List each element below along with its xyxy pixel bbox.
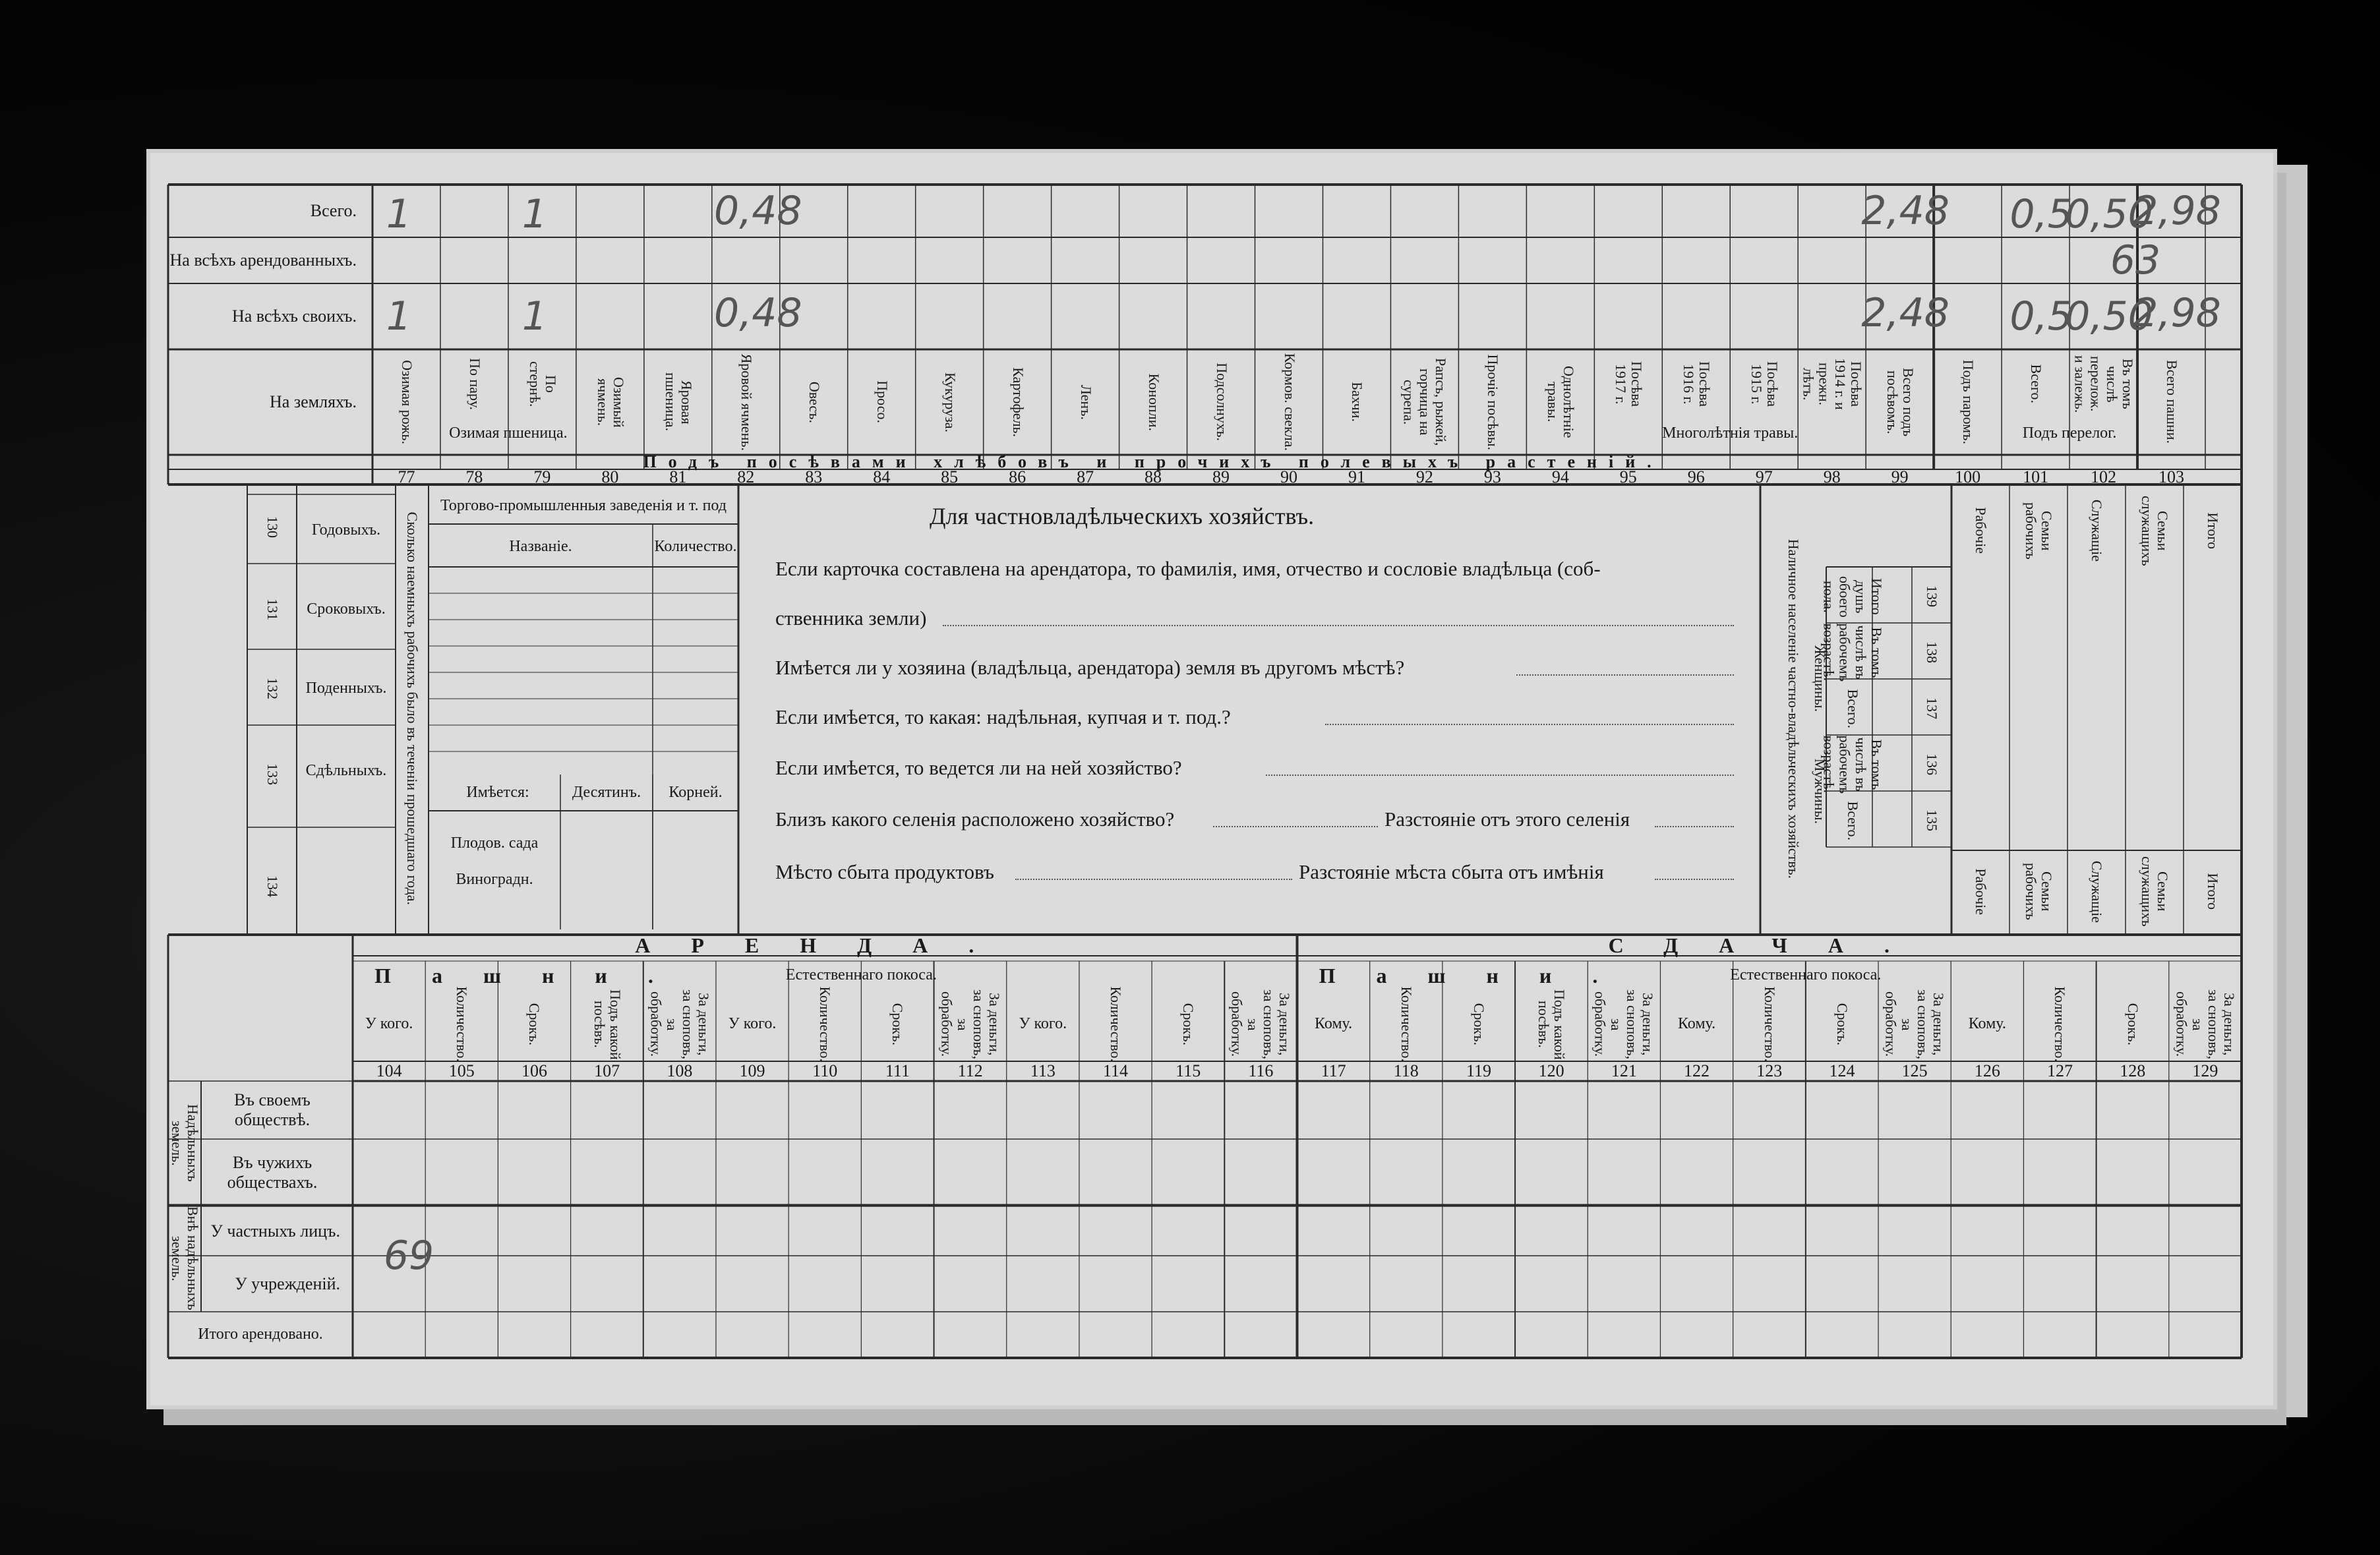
pop-right-top-1: [1951, 491, 2009, 570]
column-number-88: 88: [1145, 467, 1162, 486]
row-label-total: Всего.: [310, 201, 357, 221]
value-total-fallow-incl: 0,50: [2065, 191, 2153, 237]
rent-col-114: 114: [1102, 1061, 1129, 1081]
answer-line-village[interactable]: [1213, 826, 1378, 827]
pop-col-137: [1912, 686, 1951, 732]
pop-col-139: [1912, 573, 1951, 620]
arenda-header: АРЕНДА.: [635, 933, 1015, 957]
rent-subheader-1: У кого.: [365, 1015, 413, 1033]
rent-subheader-3: [498, 989, 570, 1060]
pop-right-bottom-5-text: Итого: [2205, 873, 2222, 910]
value-own-barley: 0,48: [714, 289, 802, 336]
rent-col-127: 127: [2047, 1061, 2073, 1081]
rent-subheader-5-text: За деньги, за сноповъ, за обработку.: [647, 989, 713, 1059]
rent-subheader-6: У кого.: [728, 1015, 777, 1033]
pop-col-138: [1912, 630, 1951, 676]
column-number-98: 98: [1823, 467, 1841, 486]
vineyards-label: Виноградн.: [456, 871, 533, 889]
rent-col-107: 107: [594, 1061, 620, 1081]
pop-women-adults-text: Въ томъ числѣ въ рабочемъ возрастѣ.: [1820, 623, 1886, 682]
rent-col-120: 120: [1538, 1061, 1564, 1081]
worker-col-132: [247, 653, 297, 725]
value-own-fallow: 0,5: [2009, 293, 2073, 339]
rent-col-116: 116: [1248, 1061, 1274, 1081]
pop-women-all: [1833, 686, 1872, 732]
rent-subheader-21-text: Срокъ.: [1834, 1003, 1851, 1046]
rent-subheader-20: [1733, 986, 1806, 1063]
crop-header-5: [644, 353, 712, 452]
value-total-rye: 1: [386, 191, 412, 237]
rent-subheader-18: [1588, 989, 1660, 1060]
crop-header-26-text: Въ томъ числѣ перелож. и залежь.: [2071, 355, 2136, 413]
rent-subheader-8-text: Срокъ.: [889, 1003, 907, 1046]
row-label-own: На всѣхъ своихъ.: [231, 307, 357, 326]
answer-line-other-land[interactable]: [1516, 674, 1734, 676]
rent-col-122: 122: [1684, 1061, 1710, 1081]
column-number-93: 93: [1483, 467, 1501, 486]
crop-header-13-text: Подсолнухъ.: [1213, 363, 1230, 442]
crop-header-10: [984, 353, 1052, 452]
rent-subheader-8: [861, 989, 934, 1060]
worker-col-133-text: 133: [264, 763, 281, 786]
sdacha-header: СДАЧА.: [1608, 933, 1930, 957]
row-group-allotment-text: Надѣльныхъ земель.: [169, 1104, 202, 1182]
rent-subheader-4-text: Подъ какой посѣвъ.: [591, 989, 624, 1060]
question-land-type: Если имѣется, то какая: надѣльная, купчая и т. под.?: [775, 705, 1231, 728]
column-number-99: 99: [1891, 467, 1909, 486]
crop-header-16: [1390, 353, 1458, 452]
rent-subheader-20-text: Количество.: [1761, 986, 1778, 1063]
workers-piecework: Сдѣльныхъ.: [305, 762, 387, 780]
pop-total-souls-text: Итого душъ обоего пола.: [1820, 575, 1886, 618]
rent-subheader-26-text: За деньги, за сноповъ, за обработку.: [2173, 989, 2238, 1059]
crop-header-21: [1730, 353, 1798, 415]
rent-subheader-11: [1079, 986, 1152, 1063]
pop-col-138-text: 138: [1924, 641, 1941, 664]
crop-header-5-text: Яровая пшеница.: [662, 372, 695, 432]
column-number-86: 86: [1009, 467, 1026, 486]
row-group-allotment: [168, 1081, 201, 1205]
column-number-81: 81: [669, 467, 687, 486]
crop-header-14-text: Кормов. свекла.: [1281, 353, 1298, 452]
column-number-95: 95: [1619, 467, 1637, 486]
rent-subheader-25-text: Срокъ.: [2124, 1003, 2141, 1046]
winter-wheat-group: Озимая пшеница.: [449, 424, 568, 442]
crop-header-12: [1119, 353, 1187, 452]
crop-header-11-text: Ленъ.: [1077, 384, 1094, 420]
pop-right-bottom-4-text: Семьи служащихъ: [2139, 856, 2172, 927]
rent-subheader-9: [934, 989, 1007, 1060]
crop-header-25-text: Всего.: [2027, 364, 2044, 404]
pop-right-bottom-3: [2068, 854, 2126, 929]
rent-subheader-24: [2023, 986, 2096, 1063]
worker-col-130-text: 130: [264, 516, 281, 539]
value-own-stubble: 1: [521, 293, 548, 339]
workers-term: Сроковыхъ.: [307, 601, 386, 618]
column-number-92: 92: [1415, 467, 1433, 486]
pop-right-bottom-3-text: Служащіе: [2089, 860, 2106, 923]
column-number-96: 96: [1687, 467, 1705, 486]
crop-header-8: [848, 353, 916, 452]
crop-header-26: [2069, 353, 2137, 415]
column-number-83: 83: [805, 467, 823, 486]
value-own-fallow-incl: 0,50: [2065, 293, 2153, 339]
rent-subheader-16-text: Срокъ.: [1471, 1003, 1488, 1046]
crop-header-22: [1798, 353, 1866, 415]
pop-right-top-2: [2009, 491, 2068, 570]
rent-subheader-19: Кому.: [1677, 1015, 1716, 1033]
rent-subheader-11-text: Количество.: [1108, 986, 1125, 1063]
crop-header-9: [916, 353, 984, 452]
rent-subheader-12: [1152, 989, 1224, 1060]
rent-col-106: 106: [521, 1061, 547, 1081]
rent-row-4: У учрежденій.: [235, 1274, 340, 1293]
row-group-non-allotment-text: Внѣ надѣльныхъ земель.: [169, 1206, 202, 1310]
rent-col-117: 117: [1321, 1061, 1346, 1081]
rent-subheader-2-text: Количество.: [454, 986, 471, 1063]
value-leased-arable: 63: [2110, 237, 2161, 283]
pop-right-bottom-2-text: Семьи рабочихъ: [2023, 863, 2056, 920]
rent-group-4: Естественнаго покоса.: [1730, 966, 1882, 984]
pop-right-bottom-5: [2184, 854, 2242, 929]
workers-question-text: Сколько наемныхъ рабочихъ было въ теченіи прошедшаго года.: [404, 512, 421, 906]
rent-row-1: Въ своемъ обществѣ.: [234, 1090, 311, 1129]
worker-col-133: [247, 732, 297, 817]
column-number-79: 79: [533, 467, 551, 486]
rent-subheader-17-text: Подъ какой посѣвъ.: [1535, 989, 1568, 1060]
column-number-77: 77: [398, 467, 415, 486]
crop-header-17-text: Прочіе посѣвы.: [1484, 354, 1501, 450]
workers-question: [396, 494, 429, 923]
rent-subheader-25: [2097, 989, 2169, 1060]
column-number-97: 97: [1755, 467, 1773, 486]
pop-right-top-3-text: Служащіе: [2089, 499, 2106, 562]
pop-men: [1806, 735, 1833, 847]
column-number-100: 100: [1955, 467, 1981, 486]
crop-header-1: [372, 353, 440, 452]
pop-col-139-text: 139: [1924, 585, 1941, 608]
answer-line-market[interactable]: [1015, 879, 1292, 880]
sown-crops-banner: Подъ посѣвами хлѣбовъ и прочихъ полевыхъ растеній.: [643, 452, 1663, 472]
crop-header-24: [1934, 353, 2002, 452]
column-number-91: 91: [1348, 467, 1365, 486]
value-own-sown: 2,48: [1861, 289, 1949, 336]
crop-header-1-text: Озимая рожь.: [398, 360, 415, 444]
crop-header-15-text: Бахчи.: [1349, 382, 1366, 423]
rent-col-121: 121: [1611, 1061, 1637, 1081]
crop-header-18-text: Однолѣтніе травы.: [1544, 366, 1578, 438]
value-total-fallow: 0,5: [2009, 191, 2073, 237]
crop-header-7-text: Овесъ.: [806, 381, 823, 423]
row-group-non-allotment: [168, 1205, 201, 1312]
rent-subheader-13-text: За деньги, за сноповъ, за обработку.: [1229, 989, 1294, 1059]
crop-header-6: [712, 353, 780, 452]
value-own-rye: 1: [386, 293, 412, 339]
rent-group-3: Пашни.: [1319, 963, 1639, 987]
trade-roots: Корней.: [669, 783, 723, 801]
pop-men-text: Мужчины.: [1812, 758, 1829, 824]
pop-col-136: [1912, 742, 1951, 788]
crop-header-4: [576, 353, 644, 452]
pop-men-adults: [1820, 735, 1886, 794]
rent-col-112: 112: [957, 1061, 983, 1081]
crop-header-20-text: Посѣва 1916 г.: [1680, 361, 1713, 407]
pop-right-top-5: [2184, 491, 2242, 570]
crop-header-19-text: Посѣва 1917 г.: [1612, 361, 1645, 407]
row-label-lands: На земляхъ.: [270, 392, 357, 412]
column-number-102: 102: [2091, 467, 2117, 486]
crop-header-2-text: По пару.: [466, 358, 483, 410]
trade-title: Торгово-промышленныя заведенія и т. под: [440, 496, 727, 514]
crop-header-16-text: Рапсъ, рыжей, горчица на сурепа.: [1400, 358, 1450, 446]
crop-header-24-text: Подъ паромъ.: [1959, 359, 1977, 445]
rent-col-115: 115: [1175, 1061, 1201, 1081]
rent-subheader-7-text: Количество.: [817, 986, 834, 1063]
answer-line-village-distance[interactable]: [1655, 826, 1734, 827]
perennial-grass-group: Многолѣтнія травы.: [1662, 424, 1799, 442]
rent-col-109: 109: [739, 1061, 765, 1081]
pop-col-137-text: 137: [1924, 697, 1941, 720]
question-market: Мѣсто сбыта продуктовъ: [775, 860, 994, 883]
column-number-89: 89: [1212, 467, 1230, 486]
rent-row-total: Итого арендовано.: [198, 1326, 323, 1343]
crop-header-6-text: Яровой ячмень.: [738, 353, 755, 451]
column-number-101: 101: [2023, 467, 2049, 486]
column-number-90: 90: [1280, 467, 1297, 486]
rent-subheader-10: У кого.: [1019, 1015, 1067, 1033]
pencil-note: 69: [383, 1232, 434, 1279]
worker-col-131: [247, 573, 297, 646]
crop-header-27: [2137, 353, 2205, 452]
column-number-84: 84: [873, 467, 891, 486]
pop-right-top-1-text: Рабочіе: [1973, 507, 1990, 554]
value-total-sown: 2,48: [1861, 187, 1949, 234]
column-number-78: 78: [465, 467, 483, 486]
crop-header-14: [1255, 353, 1323, 452]
private-farm-title: Для частновладѣльческихъ хозяйствъ.: [930, 503, 1315, 529]
pop-right-bottom-2: [2009, 854, 2068, 929]
rent-subheader-7: [788, 986, 861, 1063]
rent-subheader-22: [1878, 989, 1951, 1060]
rent-subheader-13: [1224, 989, 1297, 1060]
crop-header-27-text: Всего пашни.: [2163, 360, 2180, 444]
rent-subheader-4: [571, 989, 643, 1060]
column-number-103: 103: [2158, 467, 2184, 486]
rent-subheader-9-text: За деньги, за сноповъ, за обработку.: [938, 989, 1003, 1059]
rent-col-104: 104: [376, 1061, 402, 1081]
rent-subheader-15-text: Количество.: [1398, 986, 1415, 1063]
rent-subheader-18-text: За деньги, за сноповъ, за обработку.: [1592, 989, 1657, 1059]
rent-col-118: 118: [1393, 1061, 1419, 1081]
pop-right-top-5-text: Итого: [2205, 512, 2222, 549]
crop-header-2: [440, 353, 508, 415]
question-other-land: Имѣется ли у хозяина (владѣльца, арендатора) земля въ другомъ мѣстѣ?: [775, 656, 1405, 679]
rent-col-128: 128: [2120, 1061, 2146, 1081]
pop-right-bottom-1-text: Рабочіе: [1973, 868, 1990, 915]
row-label-leased: На всѣхъ арендованныхъ.: [169, 250, 357, 270]
crop-header-13: [1187, 353, 1255, 452]
rent-subheader-24-text: Количество.: [2052, 986, 2069, 1063]
pop-right-bottom-4: [2126, 854, 2184, 929]
question-owner: Если карточка составлена на арендатора, то фамилія, имя, отчество и сословіе владѣльца (соб-: [775, 557, 1601, 580]
pop-total-souls: [1820, 573, 1886, 620]
column-number-85: 85: [941, 467, 959, 486]
pop-col-136-text: 136: [1924, 753, 1941, 776]
question-farmed: Если имѣется, то ведется ли на ней хозяйство?: [775, 756, 1182, 779]
pop-women: [1806, 623, 1833, 735]
rent-col-113: 113: [1030, 1061, 1056, 1081]
question-village: Близъ какого селенія расположено хозяйство?: [775, 807, 1175, 831]
rent-col-110: 110: [812, 1061, 838, 1081]
worker-col-134: [247, 850, 297, 923]
pop-men-all-text: Всего.: [1845, 801, 1862, 840]
answer-line-owner[interactable]: [943, 625, 1734, 626]
crop-header-11: [1052, 353, 1119, 452]
trade-name-header: Названіе.: [509, 538, 572, 556]
rent-col-123: 123: [1756, 1061, 1783, 1081]
rent-subheader-17: [1515, 989, 1588, 1060]
pop-col-135: [1912, 798, 1951, 844]
worker-col-132-text: 132: [264, 678, 281, 700]
pop-women-text: Женщины.: [1812, 645, 1829, 713]
crop-header-8-text: Просо.: [874, 380, 891, 424]
value-own-arable: 2,98: [2133, 289, 2221, 336]
rent-subheader-2: [425, 986, 498, 1063]
crop-header-18: [1526, 353, 1594, 452]
workers-annual: Годовыхъ.: [311, 521, 381, 539]
question-owner-cont: ственника земли): [775, 606, 927, 630]
trade-count-header: Количество.: [654, 538, 737, 556]
rent-subheader-5: [643, 989, 716, 1060]
crop-header-19: [1594, 353, 1662, 415]
pop-right-top-2-text: Семьи рабочихъ: [2023, 502, 2056, 560]
rent-col-129: 129: [2192, 1061, 2218, 1081]
crop-header-17: [1458, 353, 1526, 452]
rent-subheader-21: [1806, 989, 1878, 1060]
value-total-stubble: 1: [521, 191, 548, 237]
rent-subheader-15: [1370, 986, 1443, 1063]
crop-header-9-text: Кукуруза.: [941, 372, 959, 432]
pop-right-top-3: [2068, 491, 2126, 570]
crop-header-15: [1323, 353, 1390, 452]
crop-header-3: [508, 353, 576, 415]
answer-line-farmed[interactable]: [1266, 775, 1734, 776]
worker-col-134-text: 134: [264, 875, 281, 898]
crop-header-7: [780, 353, 848, 452]
answer-line-market-distance[interactable]: [1655, 879, 1734, 880]
population-title-text: Наличное населеніе частно-владѣльческихъ хозяйствъ.: [1785, 539, 1802, 879]
rent-col-119: 119: [1466, 1061, 1491, 1081]
crop-header-23-text: Всего подъ посѣвомъ.: [1884, 367, 1917, 437]
value-total-barley: 0,48: [714, 187, 802, 234]
value-total-arable: 2,98: [2133, 187, 2221, 234]
rent-group-2: Естественнаго покоса.: [785, 966, 937, 984]
pop-right-top-4: [2126, 491, 2184, 570]
crop-header-25: [2002, 353, 2069, 415]
worker-col-131-text: 131: [264, 599, 281, 621]
trade-have-label: Имѣется:: [466, 783, 529, 801]
rent-col-126: 126: [1974, 1061, 2000, 1081]
column-number-82: 82: [737, 467, 755, 486]
crop-header-3-text: По стернѣ.: [526, 361, 559, 407]
crop-header-22-text: Посѣва 1914 г. и прежн. лѣтъ.: [1800, 358, 1865, 410]
orchards-label: Плодов. сада: [450, 835, 539, 852]
question-village-distance: Разстояніе отъ этого селенія: [1384, 807, 1630, 831]
crop-header-10-text: Картофель.: [1009, 367, 1026, 437]
rent-subheader-14: Кому.: [1315, 1015, 1353, 1033]
pop-col-135-text: 135: [1924, 809, 1941, 832]
pop-women-adults: [1820, 623, 1886, 682]
column-number-80: 80: [601, 467, 619, 486]
pop-men-adults-text: Въ томъ числѣ въ рабочемъ возрастѣ.: [1820, 735, 1886, 794]
rent-col-124: 124: [1829, 1061, 1855, 1081]
pop-men-all: [1833, 798, 1872, 844]
rent-col-125: 125: [1901, 1061, 1928, 1081]
workers-daily: Поденныхъ.: [305, 680, 387, 697]
column-number-94: 94: [1551, 467, 1569, 486]
rent-subheader-16: [1443, 989, 1515, 1060]
crop-header-20: [1662, 353, 1730, 415]
crop-header-21-text: Посѣва 1915 г.: [1748, 361, 1781, 407]
rent-col-111: 111: [885, 1061, 910, 1081]
rent-row-3: У частныхъ лицъ.: [210, 1221, 340, 1241]
answer-line-land-type[interactable]: [1325, 724, 1734, 725]
rent-subheader-23: Кому.: [1968, 1015, 2006, 1033]
pop-women-all-text: Всего.: [1845, 689, 1862, 728]
rent-subheader-26: [2169, 989, 2242, 1060]
rent-subheader-12-text: Срокъ.: [1180, 1003, 1197, 1046]
question-market-distance: Разстояніе мѣста сбыта отъ имѣнія: [1299, 860, 1604, 883]
rent-col-108: 108: [667, 1061, 693, 1081]
crop-header-4-text: Озимый ячмень.: [594, 376, 627, 428]
column-number-87: 87: [1077, 467, 1094, 486]
crop-header-12-text: Конопли.: [1145, 373, 1162, 431]
fallow-group: Подъ перелог.: [2022, 424, 2117, 442]
trade-desyatin: Десятинъ.: [572, 783, 641, 801]
rent-group-1: Пашни.: [374, 963, 694, 987]
rent-row-2: Въ чужихъ обществахъ.: [227, 1153, 318, 1192]
worker-col-130: [247, 488, 297, 567]
rent-subheader-22-text: За деньги, за сноповъ, за обработку.: [1882, 989, 1948, 1059]
crop-header-23: [1866, 353, 1934, 452]
pop-right-bottom-1: [1951, 854, 2009, 929]
rent-col-105: 105: [448, 1061, 475, 1081]
rent-subheader-3-text: Срокъ.: [526, 1003, 543, 1046]
pop-right-top-4-text: Семьи служащихъ: [2139, 495, 2172, 566]
